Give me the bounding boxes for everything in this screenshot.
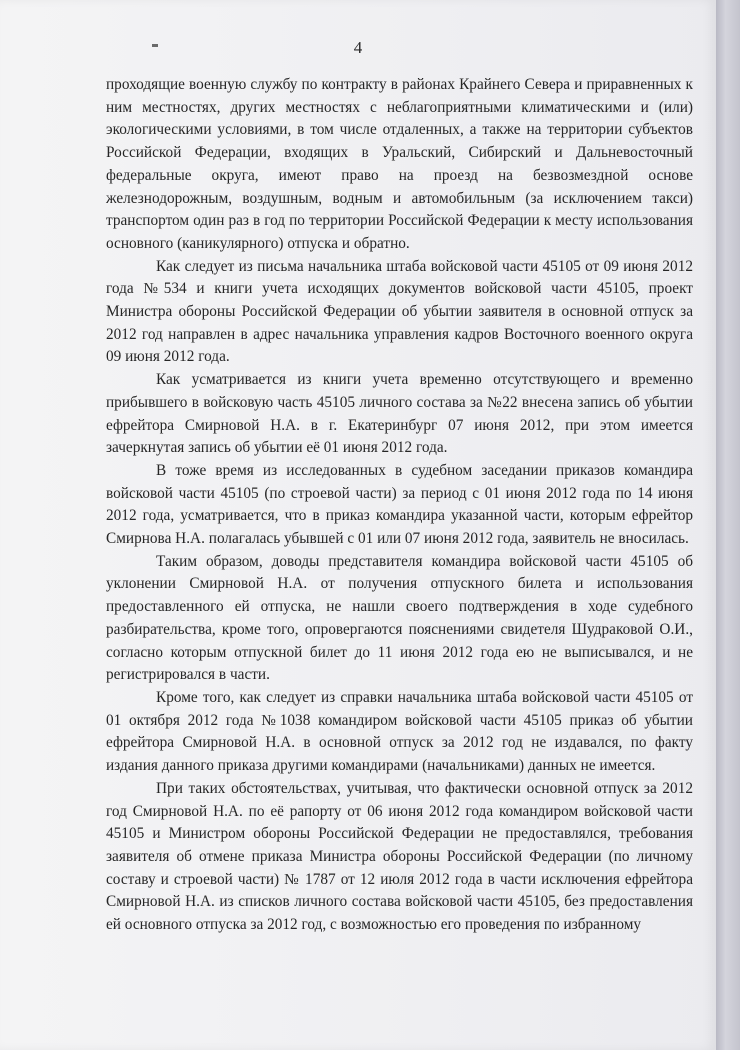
page-number: 4 (353, 38, 363, 57)
paragraph-4: В тоже время из исследованных в судебном заседании приказов командира войсковой части 45105 (по строевой части) за период с 01 июня 2012 года по 14 июня 2012 года, усматривается, что в приказ командира указанной части, которым ефрейтор Смирнова Н.А. полагалась убывшей с 01 или 07 июня 2012 года, заявитель не вносилась. (106, 461, 693, 548)
paragraph-1: проходящие военную службу по контракту в районах Крайнего Севера и приравненных к ним местностях, других местностях с неблагоприятными климатическими и (или) экологическими условиями, в том числе отдаленных, а также на территории субъектов Российской Федерации, входящих в Уральский, Сибирский и Дальневосточный федеральные округа, имеют право на проезд на безвозмездной основе железнодорожным, воздушным, водным и автомобильным (за исключением такси) транспортом один раз в год по территории Российской Федерации к месту использования основного (каникулярного) отпуска и обратно. (106, 76, 693, 252)
paragraph-2: Как следует из письма начальника штаба войсковой части 45105 от 09 июня 2012 года №534 и книги учета исходящих документов войсковой части 45105, проект Министра обороны Российской Федерации об убытии заявителя в основной отпуск за 2012 год направлен в адрес начальника управления кадров Восточного военного округа 09 июня 2012 года. (106, 257, 693, 366)
document-body (106, 74, 693, 937)
paragraph-7: При таких обстоятельствах, учитывая, что фактически основной отпуск за 2012 год Смирновой Н.А. по её рапорту от 06 июня 2012 года командиром войсковой части 45105 и Министром обороны Российской Федерации не предоставлялся, требования заявителя об отмене приказа Министра обороны Российской Федерации (по личному составу и строевой части) № 1787 от 12 июля 2012 года в части исключения ефрейтора Смирновой Н.А. из списков личного состава войсковой части 45105, без предоставления ей основного отпуска за 2012 год, с возможностью его проведения по избранному (106, 779, 693, 934)
paragraph-5: Таким образом, доводы представителя командира войсковой части 45105 об уклонении Смирновой Н.А. от получения отпускного билета и использования предоставленного ей отпуска, не нашли своего подтверждения в ходе судебного разбирательства, кроме того, опровергаются пояснениями свидетеля Шудраковой О.И., согласно которым отпускной билет до 11 июня 2012 года ею не выписывался, и не регистрировался в части. (106, 552, 693, 684)
paragraph-3: Как усматривается из книги учета временно отсутствующего и временно прибывшего в войсковую часть 45105 личного состава за №22 внесена запись об убытии ефрейтора Смирновой Н.А. в г. Екатеринбург 07 июня 2012, при этом имеется зачеркнутая запись об убытии её 01 июня 2012 года. (106, 371, 693, 457)
page-edge (716, 0, 740, 1050)
paragraph-6: Кроме того, как следует из справки начальника штаба войсковой части 45105 от 01 октября 2012 года №1038 командиром войсковой части 45105 приказ об убытии ефрейтора Смирновой Н.А. в основной отпуск за 2012 год не издавался, по факту издания данного приказа другими командирами (начальниками) данных не имеется. (106, 688, 693, 775)
